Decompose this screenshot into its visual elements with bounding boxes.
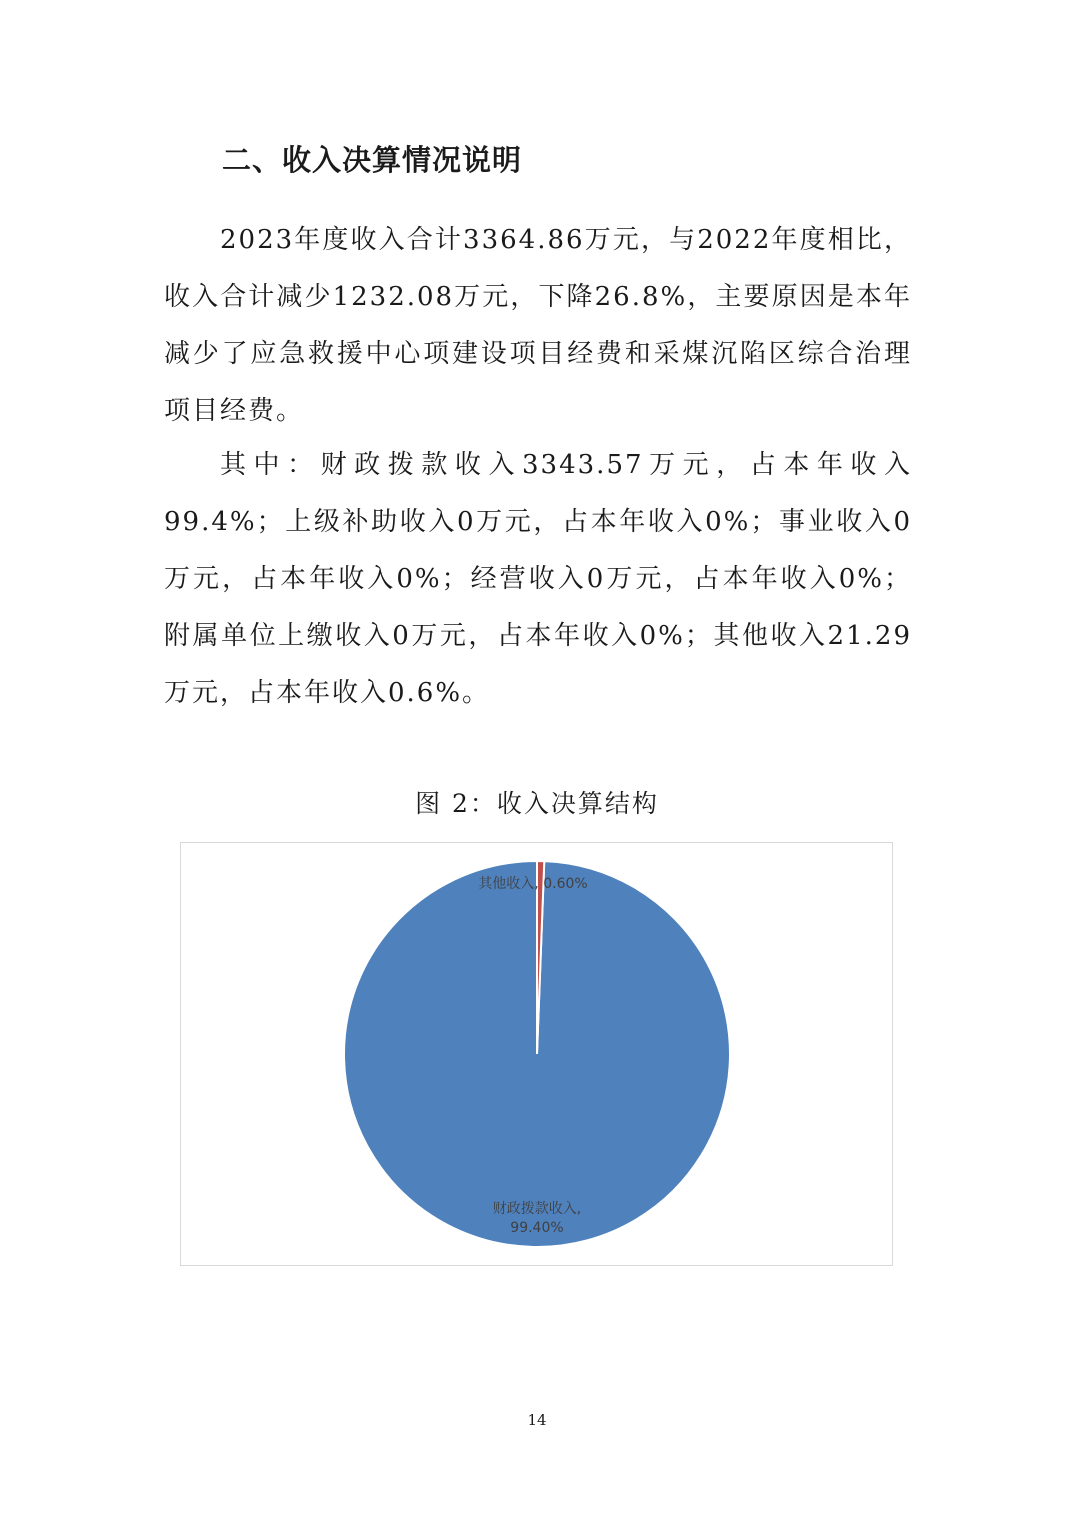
figure-caption: 图 2：收入决算结构 (415, 789, 659, 818)
page-number: 14 (527, 1411, 547, 1429)
pie-chart (181, 843, 892, 1265)
pie-label-fiscal-appropriation: 财政拨款收入, (492, 1201, 582, 1217)
paragraph-income-summary: 2023年度收入合计3364.86万元，与2022年度相比，收入合计减少1232.08万元，下降26.8%，主要原因是本年减少了应急救援中心项建设项目经费和采煤沉陷区综合治理项目经费。 (164, 225, 912, 426)
section-heading: 二、收入决算情况说明 (222, 143, 523, 177)
pie-label-other-income: 其他收入, 0.60% (478, 876, 588, 892)
paragraph-income-breakdown: 其中：财政拨款收入3343.57万元，占本年收入99.4%；上级补助收入0万元，占本年收入0%；事业收入0万元，占本年收入0%；经营收入0万元，占本年收入0%；附属单位上缴收入0万元，占本年收入0%；其他收入21.29万元，占本年收入0.6%。 (164, 450, 912, 708)
pie-label-value-fiscal-appropriation: 99.40% (510, 1220, 564, 1236)
pie-chart-frame (180, 842, 893, 1266)
